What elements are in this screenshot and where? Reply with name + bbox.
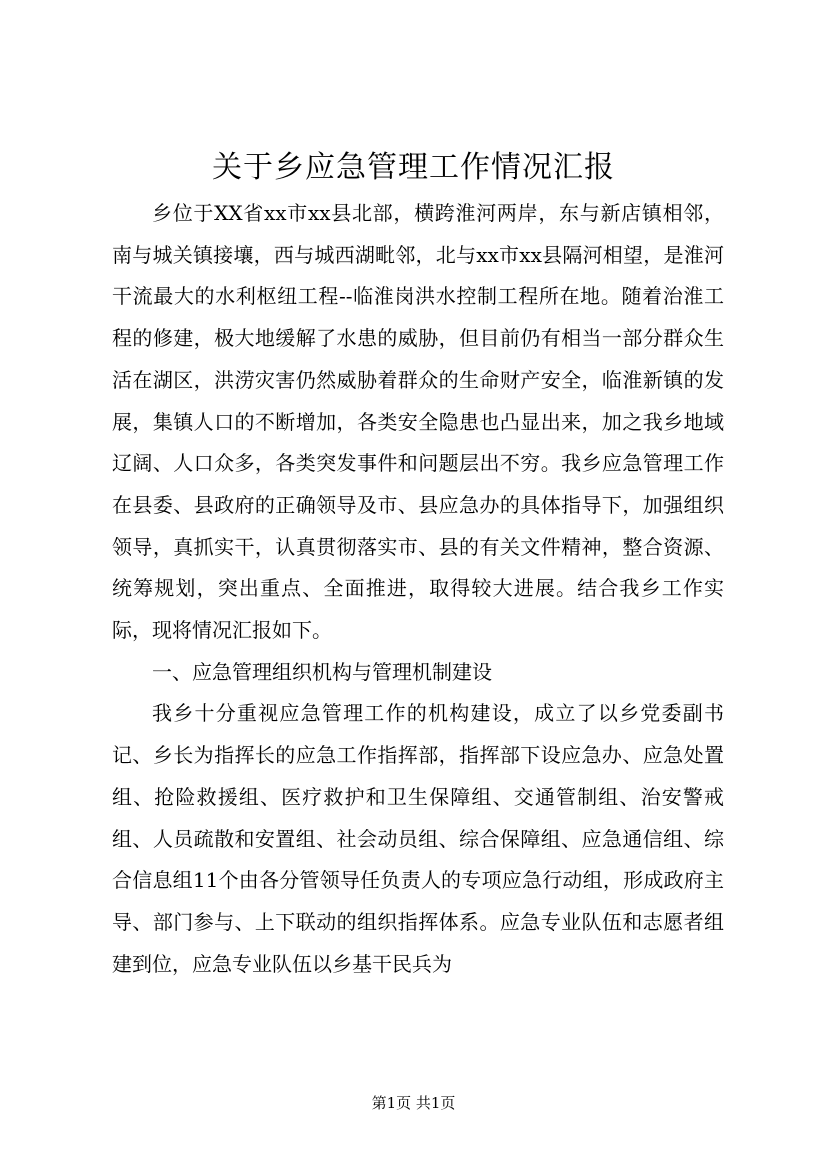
document-body xyxy=(112,193,724,985)
section-paragraph: 我乡十分重视应急管理工作的机构建设，成立了以乡党委副书记、乡长为指挥长的应急工作指挥部，指挥部下设应急办、应急处置组、抢险救援组、医疗救护和卫生保障组、交通管制组、治安警戒组、人员疏散和安置组、社会动员组、综合保障组、应急通信组、综合信息组11个由各分管领导任负责人的专项应急行动组，形成政府主导、部门参与、上下联动的组织指挥体系。应急专业队伍和志愿者组建到位，应急专业队伍以乡基干民兵为 xyxy=(112,701,724,976)
page-footer: 第1页 共1页 xyxy=(371,1094,456,1112)
intro-paragraph: 乡位于XX省xx市xx县北部，横跨淮河两岸，东与新店镇相邻，南与城关镇接壤，西与城西湖毗邻，北与xx市xx县隔河相望，是淮河干流最大的水利枢纽工程--临淮岗洪水控制工程所在地。随着治淮工程的修建，极大地缓解了水患的威胁，但目前仍有相当一部分群众生活在湖区，洪涝灾害仍然威胁着群众的生命财产安全，临淮新镇的发展，集镇人口的不断增加，各类安全隐患也凸显出来，加之我乡地域辽阔、人口众多，各类突发事件和问题层出不穷。我乡应急管理工作在县委、县政府的正确领导及市、县应急办的具体指导下，加强组织领导，真抓实干，认真贯彻落实市、县的有关文件精神，整合资源、统筹规划，突出重点、全面推进，取得较大进展。结合我乡工作实际，现将情况汇报如下。 xyxy=(112,201,724,643)
document-title: 关于乡应急管理工作情况汇报 xyxy=(212,150,615,185)
section-heading: 一、应急管理组织机构与管理机制建设 xyxy=(152,659,492,684)
